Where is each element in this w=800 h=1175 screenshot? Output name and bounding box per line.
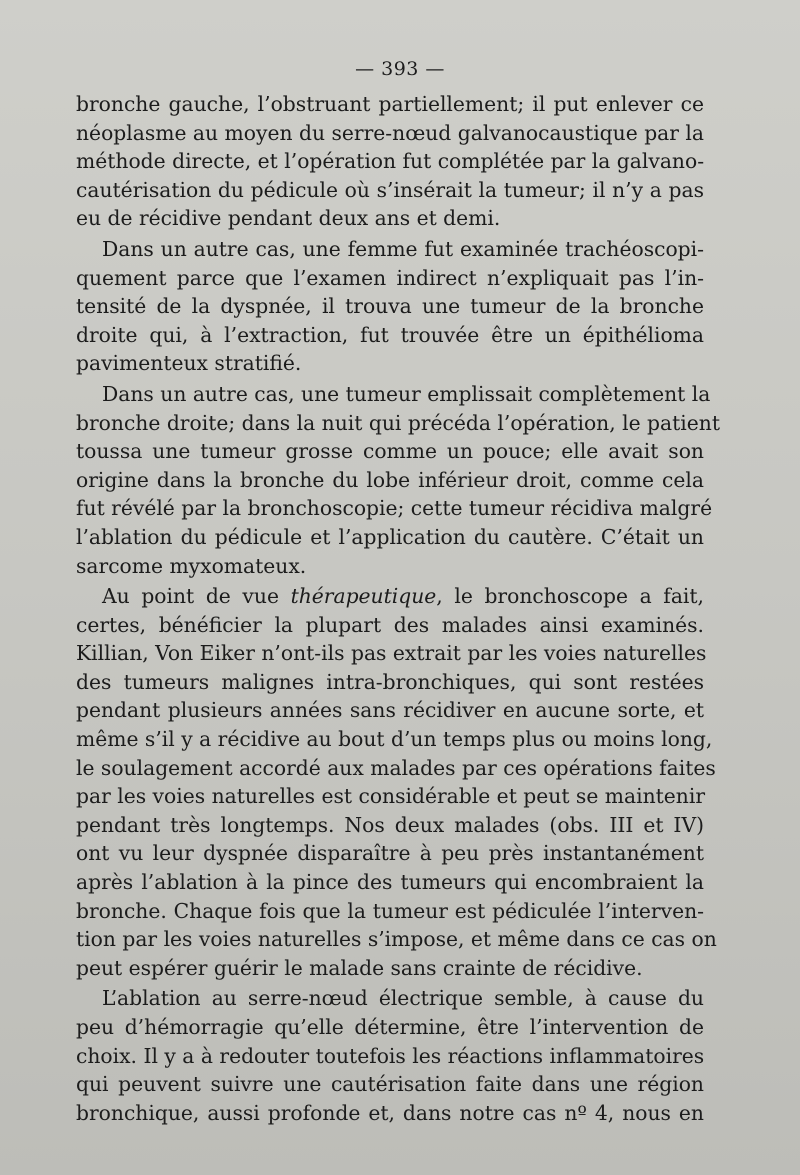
paragraph <box>76 90 704 233</box>
text-line: certes, bénéficier la plupart des malades ainsi examinés. <box>76 612 704 637</box>
text-line: le soulagement accordé aux malades par ces opérations faites <box>76 755 716 780</box>
text-line: tion par les voies naturelles s’impose, et même dans ce cas on <box>76 927 717 952</box>
text-line: néoplasme au moyen du serre-nœud galvanocaustique par la <box>76 120 704 145</box>
text-line: droite qui, à l’extraction, fut trouvée être un épithélioma <box>76 322 704 347</box>
text-line: peut espérer guérir le malade sans crainte de récidive. <box>76 955 643 980</box>
text-line: choix. Il y a à redouter toutefois les réactions inflammatoires <box>76 1043 705 1068</box>
text-line: tensité de la dyspnée, il trouva une tumeur de la bronche <box>76 294 704 319</box>
text-line: fut révélé par la bronchoscopie; cette tumeur récidiva malgré <box>76 496 713 521</box>
text-line: pendant plusieurs années sans récidiver en aucune sorte, et <box>76 698 704 723</box>
text-line: des tumeurs malignes intra-bronchiques, qui sont restées <box>76 669 704 694</box>
text-line: bronche gauche, l’obstruant partiellement; il put enlever ce <box>76 92 704 116</box>
text-line: qui peuvent suivre une cautérisation faite dans une région <box>76 1072 704 1097</box>
text-line: l’ablation du pédicule et l’application du cautère. C’était un <box>76 524 704 549</box>
text-line: cautérisation du pédicule où s’insérait la tumeur; il n’y a pas <box>76 177 704 202</box>
text-line: bronchique, aussi profonde et, dans notre cas nº 4, nous en <box>76 1100 704 1125</box>
text-line: eu de récidive pendant deux ans et demi. <box>76 206 501 231</box>
paragraph <box>76 582 717 982</box>
paragraph <box>76 984 704 1127</box>
text-line: Dans un autre cas, une tumeur emplissait complètement la <box>102 381 711 406</box>
text-line: Dans un autre cas, une femme fut examinée trachéoscopi- <box>102 236 704 261</box>
text-line: bronche. Chaque fois que la tumeur est pédiculée l’interven- <box>76 898 704 923</box>
text-line: peu d’hémorragie qu’elle détermine, être l’intervention de <box>76 1015 704 1039</box>
text-line: pavimenteux stratifié. <box>76 351 302 376</box>
text-line: ont vu leur dyspnée disparaître à peu près instantanément <box>76 841 704 866</box>
text-line: L’ablation au serre-nœud électrique semble, à cause du <box>102 986 704 1011</box>
text-line: méthode directe, et l’opération fut complétée par la galvano- <box>76 149 705 174</box>
paragraph <box>76 380 720 580</box>
text-line: même s’il y a récidive au bout d’un temps plus ou moins long, <box>76 727 713 752</box>
text-line: par les voies naturelles est considérable et peut se maintenir <box>76 784 706 809</box>
text-line: après l’ablation à la pince des tumeurs qui encombraient la <box>76 870 704 895</box>
text-line: pendant très longtemps. Nos deux malades (obs. III et IV) <box>76 812 704 837</box>
text-line: bronche droite; dans la nuit qui précéda l’opération, le patient <box>76 410 720 435</box>
text-line: toussa une tumeur grosse comme un pouce; elle avait son <box>76 439 704 464</box>
paragraph <box>76 235 704 378</box>
text-line: sarcome myxomateux. <box>76 553 307 578</box>
text-line: origine dans la bronche du lobe inférieur droit, comme cela <box>76 467 704 492</box>
text-line: quement parce que l’examen indirect n’expliquait pas l’in- <box>76 265 704 290</box>
text-line: Au point de vue thérapeutique, le bronchoscope a fait, <box>102 584 704 609</box>
text-line: Killian, Von Eiker n’ont-ils pas extrait par les voies naturelles <box>76 641 707 666</box>
page-number: — 393 — <box>355 58 445 80</box>
body-text <box>76 90 720 1127</box>
